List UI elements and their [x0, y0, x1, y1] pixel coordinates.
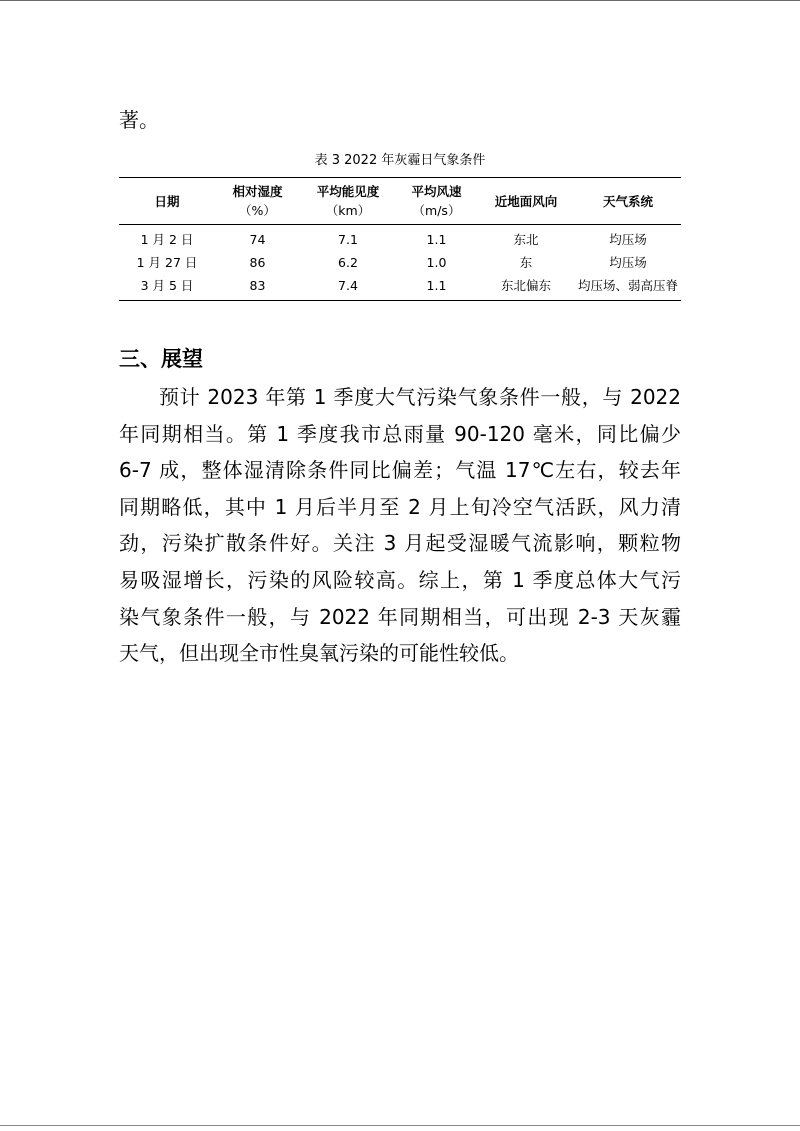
- page-bottom-border: [0, 1125, 800, 1126]
- table-row: [119, 251, 681, 274]
- cell-weather-system: 均压场、弱高压脊: [577, 278, 678, 293]
- cell-wind-speed: 1.0: [426, 255, 447, 270]
- header-wind-direction: 近地面风向: [494, 193, 558, 209]
- header-date: 日期: [154, 193, 180, 209]
- cell-date: 1 月 27 日: [136, 255, 198, 270]
- cell-wind-direction: 东北: [513, 232, 539, 247]
- outlook-paragraph: [119, 379, 681, 672]
- cell-weather-system: 均压场: [609, 255, 647, 270]
- paragraph-line: 天气，但出现全市性臭氧污染的可能性较低。: [119, 641, 519, 666]
- cell-humidity: 74: [249, 232, 266, 247]
- cell-wind-direction: 东北偏东: [500, 278, 551, 293]
- paragraph-line: 劲，污染扩散条件好。关注 3 月起受湿暖气流影响，颗粒物: [119, 531, 681, 556]
- table-header-row: [119, 178, 681, 225]
- cell-weather-system: 均压场: [609, 232, 647, 247]
- cell-wind-speed: 1.1: [426, 278, 447, 293]
- page-top-border: [0, 0, 800, 1]
- table-row: [119, 225, 681, 252]
- header-humidity: 相对湿度 （%）: [232, 184, 283, 218]
- cell-wind-direction: 东: [519, 255, 533, 270]
- paragraph-line: 染气象条件一般，与 2022 年同期相当，可出现 2-3 天灰霾: [119, 604, 681, 629]
- cell-wind-speed: 1.1: [426, 232, 447, 247]
- header-visibility: 平均能见度 （km）: [316, 184, 380, 218]
- cell-humidity: 83: [249, 278, 266, 293]
- cell-visibility: 7.4: [338, 278, 358, 293]
- table-row: [119, 274, 681, 301]
- paragraph-line: 年同期相当。第 1 季度我市总雨量 90-120 毫米，同比偏少: [119, 421, 681, 446]
- header-wind-speed: 平均风速 （m/s）: [411, 184, 462, 218]
- cell-visibility: 7.1: [338, 232, 358, 247]
- paragraph-line: 易吸湿增长，污染的风险较高。综上，第 1 季度总体大气污: [119, 567, 681, 592]
- header-weather-system: 天气系统: [602, 193, 653, 209]
- paragraph-line: 预计 2023 年第 1 季度大气污染气象条件一般，与 2022: [159, 385, 681, 409]
- table-caption: 表 3 2022 年灰霾日气象条件: [314, 153, 486, 168]
- continuation-text: 著。: [119, 108, 159, 132]
- paragraph-line: 同期略低，其中 1 月后半月至 2 月上旬冷空气活跃，风力清: [119, 494, 681, 519]
- section-heading: 三、展望: [119, 347, 203, 371]
- paragraph-line: 6-7 成，整体湿清除条件同比偏差；气温 17℃左右，较去年: [119, 458, 681, 483]
- haze-weather-table: [119, 177, 681, 301]
- cell-date: 3 月 5 日: [140, 278, 194, 293]
- cell-date: 1 月 2 日: [140, 232, 194, 247]
- cell-humidity: 86: [249, 255, 266, 270]
- cell-visibility: 6.2: [338, 255, 358, 270]
